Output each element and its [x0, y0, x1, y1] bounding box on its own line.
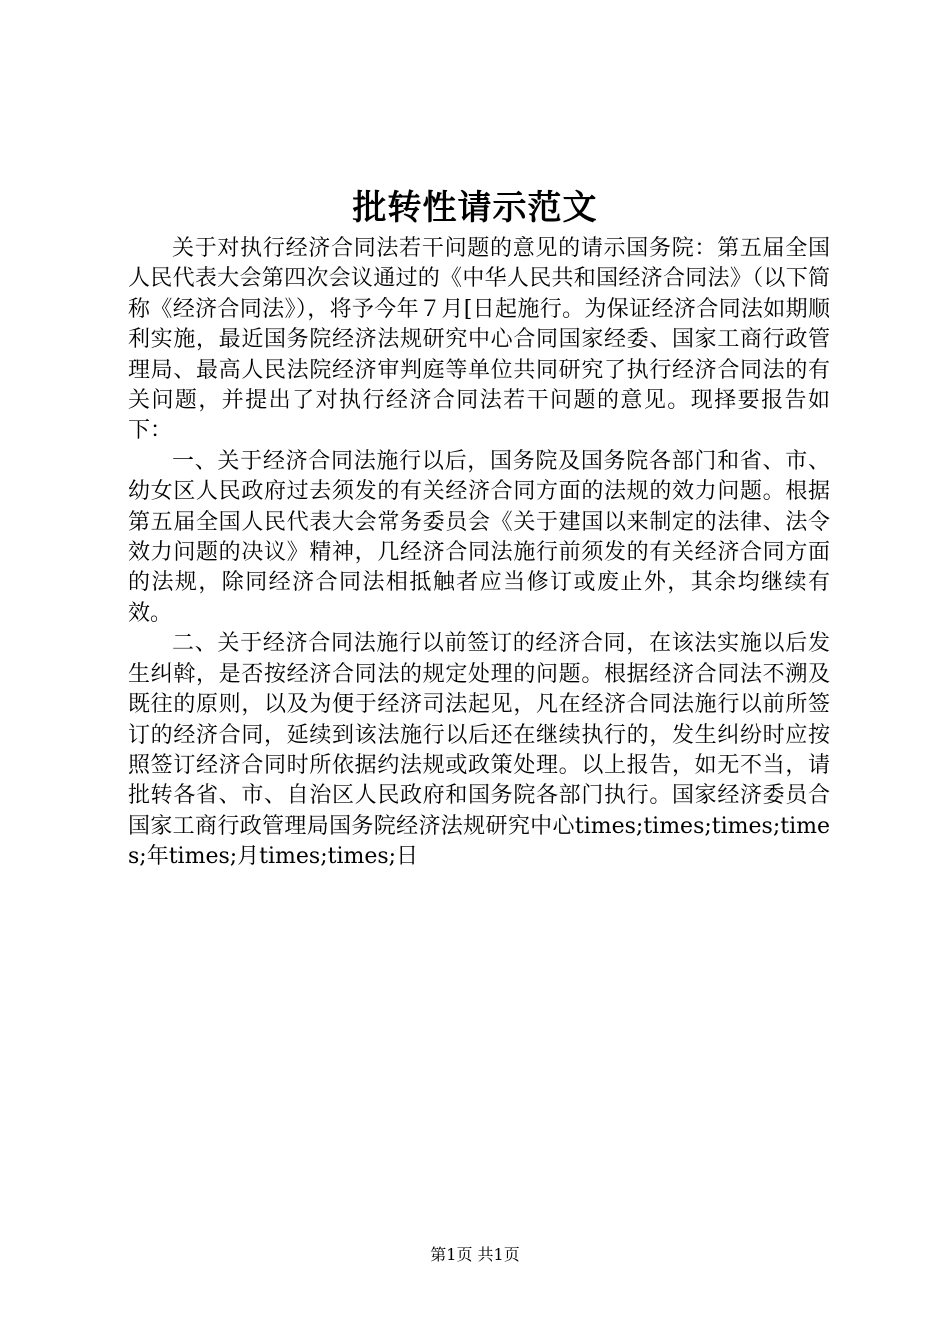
paragraph-intro: 关于对执行经济合同法若干问题的意见的请示国务院：第五届全国人民代表大会第四次会议通过的《中华人民共和国经济合同法》（以下简称《经济合同法》），将予今年７月[日起施行。为保证经济合同法如期顺利实施，最近国务院经济法规研究中心合同国家经委、国家工商行政管理局、最高人民法院经济审判庭等单位共同研究了执行经济合同法的有关问题，并提出了对执行经济合同法若干问题的意见。现择要报告如下： — [128, 236, 830, 444]
paragraph-point-one: 一、关于经济合同法施行以后，国务院及国务院各部门和省、市、幼女区人民政府过去须发的有关经济合同方面的法规的效力问题。根据第五届全国人民代表大会常务委员会《关于建国以来制定的法律、法令效力问题的决议》精神，几经济合同法施行前须发的有关经济合同方面的法规，除同经济合同法相抵触者应当修订或废止外，其余均继续有效。 — [128, 448, 830, 626]
document-body — [128, 234, 830, 873]
document-title: 批转性请示范文 — [352, 188, 598, 228]
paragraph-point-two: 二、关于经济合同法施行以前签订的经济合同，在该法实施以后发生纠斡，是否按经济合同法的规定处理的问题。根据经济合同法不溯及既往的原则，以及为便于经济司法起见，凡在经济合同法施行以前所签订的经济合同，延续到该法施行以后还在继续执行的，发生纠纷时应按照签订经济合同时所依据约法规或政策处理。以上报告，如无不当，请批转各省、市、自治区人民政府和国务院各部门执行。国家经济委员合国家工商行政管理局国务院经济法规研究中心times;times;times;times;年times;月times;times;日 — [128, 631, 830, 870]
page-number-footer: 第1页 共1页 — [430, 1245, 520, 1264]
